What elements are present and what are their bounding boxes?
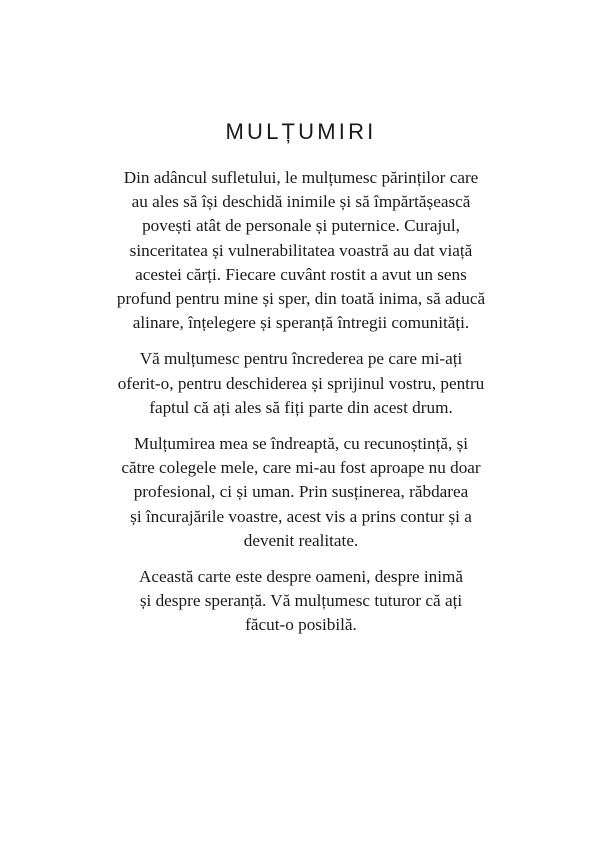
text-line: Mulțumirea mea se îndreaptă, cu recunoștință, și	[133, 434, 469, 454]
text-line: faptul că ați ales să fiți parte din acest drum.	[149, 397, 453, 417]
page-title: MULȚUMIRI	[225, 119, 377, 144]
text-line: și încurajările voastre, acest vis a prins contur și a	[130, 506, 472, 526]
text-line: Vă mulțumesc pentru încrederea pe care mi-ați	[139, 349, 463, 369]
text-line: oferit-o, pentru deschiderea și sprijinul vostru, pentru	[117, 373, 485, 393]
paragraph-3	[96, 432, 506, 553]
text-line: au ales să își deschidă inimile și să împărtășească	[131, 192, 471, 212]
text-line: și despre speranță. Vă mulțumesc tuturor că ați	[139, 591, 463, 611]
text-line: Din adâncul sufletului, le mulțumesc părinților care	[123, 168, 479, 187]
paragraph-2	[96, 347, 506, 420]
text-line: povești atât de personale și puternice. Curajul,	[142, 216, 460, 236]
text-line: profesional, ci și uman. Prin susținerea, răbdarea	[133, 482, 469, 502]
paragraph-4	[96, 565, 506, 638]
text-line: către colegele mele, care mi-au fost aproape nu doar	[121, 458, 481, 478]
acknowledgements-body	[96, 166, 506, 650]
text-line: devenit realitate.	[243, 530, 359, 550]
text-line: alinare, înțelegere și speranță întregii comunități.	[132, 313, 470, 333]
paragraph-1	[96, 166, 506, 335]
text-line: sinceritatea și vulnerabilitatea voastră au dat viață	[129, 240, 473, 260]
text-line: acestei cărți. Fiecare cuvânt rostit a avut un sens	[135, 264, 467, 284]
text-line: Această carte este despre oameni, despre inimă	[138, 567, 464, 587]
text-line: profund pentru mine și sper, din toată inima, să aducă	[116, 289, 486, 309]
text-line: făcut-o posibilă.	[245, 615, 357, 635]
